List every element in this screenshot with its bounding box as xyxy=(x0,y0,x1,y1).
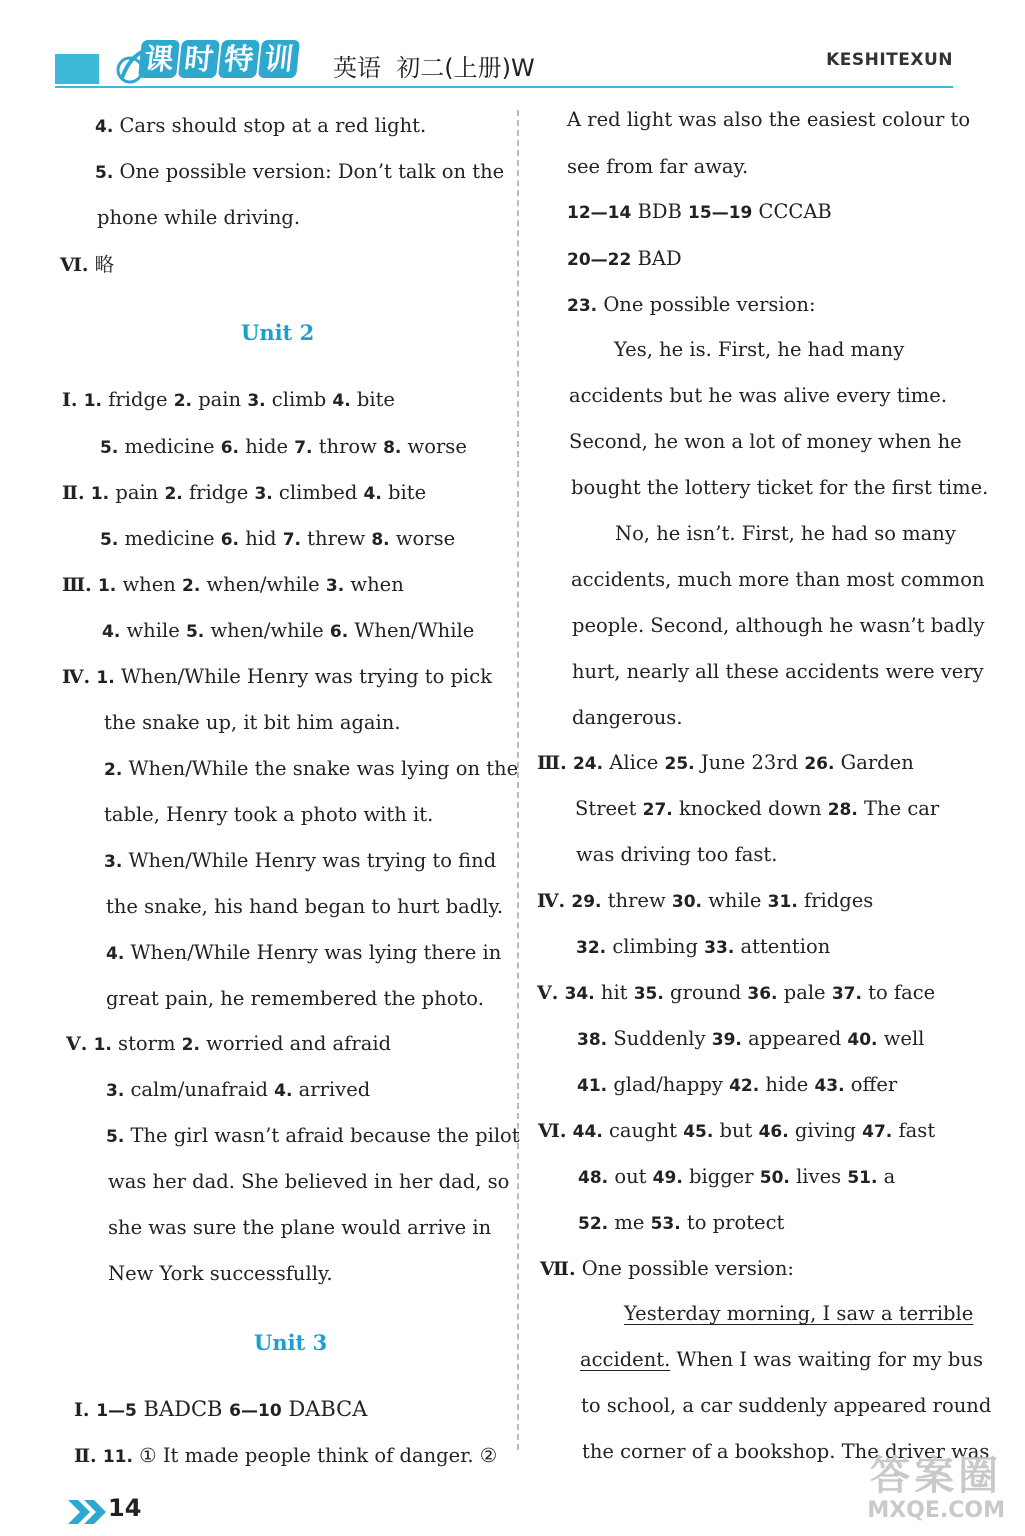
answer-line: table, Henry took a photo with it. xyxy=(104,803,434,826)
answer-line: the snake, his hand began to hurt badly. xyxy=(106,895,504,918)
page-header xyxy=(0,0,1025,95)
answer-line: A red light was also the easiest colour to xyxy=(567,108,971,131)
answer-line: 32. climbing 33. attention xyxy=(576,935,831,958)
answer-line: Ⅲ. 1. when 2. when/while 3. when xyxy=(62,573,404,596)
answer-line: Ⅴ. 34. hit 35. ground 36. pale 37. to face xyxy=(537,981,936,1004)
double-chevron-icon xyxy=(68,1498,112,1526)
brand-char: 时 xyxy=(178,40,220,78)
answer-line: was her dad. She believed in her dad, so xyxy=(108,1170,510,1193)
answer-line: New York successfully. xyxy=(108,1262,333,1285)
answer-line: Ⅵ. 略 xyxy=(60,253,115,276)
answer-line: dangerous. xyxy=(572,706,683,729)
answer-line: hurt, nearly all these accidents were very xyxy=(572,660,984,683)
answer-line: Ⅵ. 44. caught 45. but 46. giving 47. fast xyxy=(538,1119,936,1142)
answer-line: Yes, he is. First, he had many xyxy=(614,338,905,361)
answer-line: Ⅰ. 1—5 BADCB 6—10 DABCA xyxy=(74,1397,368,1421)
answer-line: to school, a car suddenly appeared round xyxy=(581,1394,992,1417)
answer-line: 4. while 5. when/while 6. When/While xyxy=(102,619,475,642)
header-rule xyxy=(55,86,953,88)
answer-line: great pain, he remembered the photo. xyxy=(106,987,484,1010)
answer-line: bought the lottery ticket for the first time. xyxy=(571,476,989,499)
answer-line: the snake up, it bit him again. xyxy=(104,711,401,734)
subject-label: 英语 初二(上册)W xyxy=(333,54,535,82)
answer-line: Ⅱ. 1. pain 2. fridge 3. climbed 4. bite xyxy=(62,481,427,504)
answer-line: No, he isn’t. First, he had so many xyxy=(615,522,956,545)
answer-line: Yesterday morning, I saw a terrible xyxy=(624,1302,974,1325)
watermark-title: 答案圈 xyxy=(870,1453,1003,1499)
answer-line: 38. Suddenly 39. appeared 40. well xyxy=(577,1027,925,1050)
answer-line: was driving too fast. xyxy=(576,843,778,866)
answer-line: Ⅲ. 24. Alice 25. June 23rd 26. Garden xyxy=(537,751,914,774)
brand-english: KESHITEXUN xyxy=(826,50,953,70)
answer-line: phone while driving. xyxy=(97,206,301,229)
brand-title xyxy=(140,40,298,78)
answer-line: 5. medicine 6. hid 7. threw 8. worse xyxy=(100,527,456,550)
answer-line: 5. The girl wasn’t afraid because the pilot xyxy=(106,1124,520,1147)
answer-line: accident. When I was waiting for my bus xyxy=(580,1348,983,1371)
answer-line: 5. medicine 6. hide 7. throw 8. worse xyxy=(100,435,467,458)
answer-line: Ⅰ. 1. fridge 2. pain 3. climb 4. bite xyxy=(62,388,395,411)
page-number: 14 xyxy=(108,1494,142,1522)
answer-line: 12—14 BDB 15—19 CCCAB xyxy=(567,200,832,223)
answer-line: 3. When/While Henry was trying to find xyxy=(104,849,497,872)
answer-line: Ⅴ. 1. storm 2. worried and afraid xyxy=(66,1032,392,1055)
answer-line: people. Second, although he wasn’t badly xyxy=(572,614,985,637)
answer-line: 4. When/While Henry was lying there in xyxy=(106,941,502,964)
answer-line: 20—22 BAD xyxy=(567,247,682,270)
answer-line: she was sure the plane would arrive in xyxy=(108,1216,492,1239)
unit-title: Unit 2 xyxy=(241,320,315,345)
answer-line: 48. out 49. bigger 50. lives 51. a xyxy=(578,1165,896,1188)
answer-line: 23. One possible version: xyxy=(567,293,816,316)
answer-line: see from far away. xyxy=(567,155,749,178)
watermark-url: MXQE.COM xyxy=(867,1498,1005,1523)
answer-line: the corner of a bookshop. The driver was xyxy=(582,1440,990,1463)
header-color-block xyxy=(55,54,99,84)
answer-line: 41. glad/happy 42. hide 43. offer xyxy=(577,1073,898,1096)
answer-line: accidents but he was alive every time. xyxy=(569,384,948,407)
answer-line: 2. When/While the snake was lying on the xyxy=(104,757,519,780)
brand-char: 训 xyxy=(258,40,300,78)
answer-line: 5. One possible version: Don’t talk on the xyxy=(95,160,505,183)
answer-line: Ⅱ. 11. ① It made people think of danger. ② xyxy=(74,1444,498,1467)
answer-line: 52. me 53. to protect xyxy=(578,1211,785,1234)
watermark xyxy=(867,1454,1005,1524)
answer-line: Ⅳ. 1. When/While Henry was trying to pick xyxy=(62,665,493,688)
answer-line: Second, he won a lot of money when he xyxy=(569,430,962,453)
answer-line: Ⅶ. One possible version: xyxy=(540,1257,794,1280)
unit-title: Unit 3 xyxy=(254,1330,328,1355)
answer-line: Street 27. knocked down 28. The car xyxy=(575,797,940,820)
answer-line: accidents, much more than most common xyxy=(571,568,985,591)
answer-line: Ⅳ. 29. threw 30. while 31. fridges xyxy=(537,889,874,912)
answer-line: 4. Cars should stop at a red light. xyxy=(95,114,427,137)
brand-char: 特 xyxy=(218,40,260,78)
answer-line: 3. calm/unafraid 4. arrived xyxy=(106,1078,371,1101)
brand-char: 课 xyxy=(138,40,180,78)
